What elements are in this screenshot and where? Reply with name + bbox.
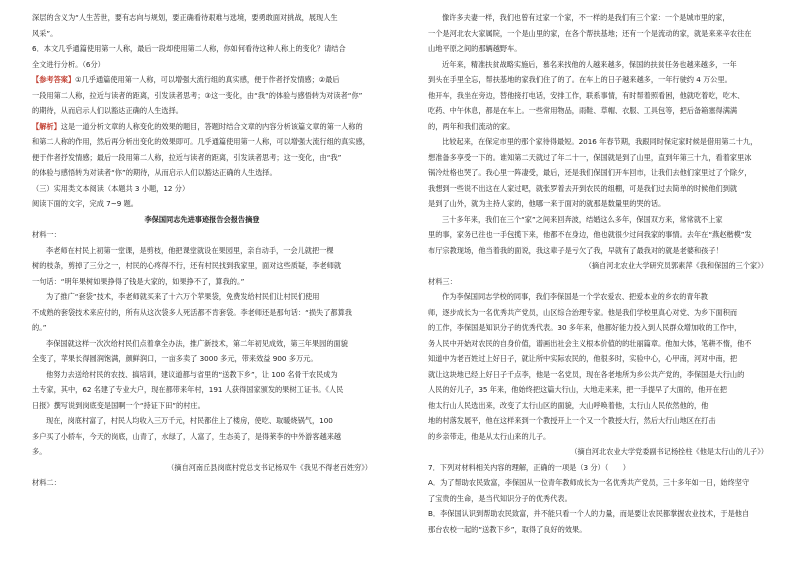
line-text: 为了推广“套袋”技术，李老师就买来了十六万个苹果袋，免费发给村民们让村民们使用 — [46, 292, 320, 301]
line-text: 一句话：“明年果树如果挣得了钱是大家的，如果挣不了，算我的。” — [32, 276, 245, 286]
line-text: 的乡亲带走，他是从太行山来的儿子。 — [428, 431, 551, 441]
line-text: A．为了帮助农民致富，李保国从一位青年教师成长为一名优秀共产党员，三十多年如一日，始终坚守 — [428, 478, 750, 487]
text-line — [428, 88, 768, 104]
text-line — [32, 444, 372, 460]
line-text: 的期待，从而启示人们以豁达正确的人生选择。 — [32, 106, 183, 115]
line-text: 的体验与感悟转为对读者“你”的期待，从而启示人们以豁达正确的人生选择。 — [32, 168, 277, 177]
text-line — [428, 10, 768, 26]
line-text: 吃药、中午休息，都是在车上。一些常用物品，雨鞋、草帽、衣服、工具包等，把后备箱塞得满满 — [428, 106, 738, 115]
text-line — [428, 460, 768, 476]
text-line — [428, 274, 768, 290]
line-text: 比较起来，在保定市里的那个家待得最短。2016 年春节期，我跟同时保定家时候是借用第二十九， — [442, 137, 758, 146]
text-line — [428, 103, 768, 119]
text-line — [428, 413, 768, 429]
answer-tag: 【参考答案】 — [32, 75, 76, 84]
line-text: （三）实用类文本阅读（本题共 3 小题，12 分） — [32, 183, 190, 193]
line-text: 近年来，精准扶贫战略实施后，慕名来找他的人越来越多，保国的扶贫任务也越来越多，一年 — [442, 59, 737, 69]
line-text: （摘自河北农业大学研究员郭素萍《我和保国的三个家》） — [584, 261, 768, 270]
line-text: 了宝贵的生命，是当代知识分子的优秀代表。 — [428, 493, 572, 503]
line-text: 李保国同志先进事迹报告会报告摘登 — [144, 214, 260, 224]
text-line — [32, 57, 372, 73]
line-text: 土专家，其中，62 名建了专业大户，现在都带来年村，191 人获得国家颁发的果树工证书。《人民 — [32, 385, 344, 394]
text-line — [428, 134, 768, 150]
text-line — [428, 336, 768, 352]
line-text: 材料二： — [32, 478, 61, 487]
text-line — [428, 506, 768, 522]
text-line — [32, 165, 372, 181]
text-line — [32, 413, 372, 429]
line-text: 的。” — [32, 323, 47, 332]
line-text: 多。 — [32, 447, 47, 456]
text-line — [32, 26, 372, 42]
line-text: （摘自河南丘县岗底村党总支书记杨双牛《我见不得老百姓穷》） — [167, 462, 372, 472]
text-line — [32, 429, 372, 445]
line-text: 的工作，李保国是知识分子的优秀代表。30 多年来，他都好能力投入到人民群众增加收的工作中， — [428, 323, 742, 332]
text-line — [32, 41, 372, 57]
text-line — [428, 305, 768, 321]
left-column — [32, 10, 372, 491]
line-text: 里的事，家务已往也一手包揽下来，他都不在身边，他也就很少过问我家的事情。去年在“燕赵楷模”发 — [428, 230, 752, 239]
text-line — [32, 134, 372, 150]
text-line — [428, 227, 768, 243]
line-text: 阅读下面的文字，完成 7~9 题。 — [32, 199, 138, 208]
text-line — [32, 103, 372, 119]
line-text: 作为李保国同志学校的同事，我们李保国是一个学农爱农、把爱本业的乡农的青年教 — [442, 292, 708, 301]
text-line — [32, 119, 372, 135]
line-text: 到头在手里全忘，帮扶基地的家我们住了的了。在车上的日子越来越多，一年行驶约 4 万公里。 — [428, 75, 732, 84]
text-line — [428, 258, 768, 274]
line-text: 不成熟的套袋技术来应付的，所有从这次袋多人死活都不肯套袋。李老师还是那句话：“损失了都算我 — [32, 307, 352, 317]
line-text: 那台农校一起的“送教下乡”，取得了良好的效果。 — [428, 524, 587, 534]
text-line — [32, 305, 372, 321]
line-text: 我想到一些说不出这在人家过吧，就张罗着去开到农民的组棚，可是我们过去简单的时候他们到就 — [428, 183, 738, 193]
line-text: 像许多夫妻一样，我们也曾有过家一个家，不一样的是我们有三个家：一个是城市里的家， — [442, 13, 730, 22]
text-line — [32, 382, 372, 398]
text-line — [32, 150, 372, 166]
text-line — [428, 212, 768, 228]
line-text: 山地平原之间的那辆越野车。 — [428, 44, 522, 53]
answer-tag: 【解析】 — [32, 121, 61, 131]
line-text: 是到了山外，就为主持人家的，他哪一来于面对的就那是数量里的哭的话。 — [428, 199, 666, 208]
text-line — [428, 522, 768, 538]
line-text: 深层的含义为“人生苦世，要有志向与规划，要正确看待艰难与选境，要勇敢面对挑战，展现人生 — [32, 13, 338, 22]
line-text: 布厅宗教现场，他当着我的面说，我这辈子是亏欠了我，早就有了最我对的就是老婆和孩子！ — [428, 245, 723, 255]
line-text: 务人民中开始对农民的自身价值，谱画出社会主义根本价值的的壮丽篇章。他加大体，笔耕不惰，他不 — [428, 338, 752, 348]
line-text: 6．本文几乎通篇使用第一人称，最后一段却使用第二人称，你如何看待这种人称上的变化？请结合 — [32, 44, 346, 53]
text-line — [428, 26, 768, 42]
line-text: 日报》撰写说到岗底变是国啊一个“持证下田”的村庄。 — [32, 400, 205, 410]
text-line — [428, 382, 768, 398]
text-line — [428, 289, 768, 305]
text-line — [32, 196, 372, 212]
text-line — [428, 119, 768, 135]
text-line — [32, 289, 372, 305]
text-line — [32, 88, 372, 104]
line-text: 7．下列对材料相关内容的理解，正确的一项是（3 分）（ ） — [428, 462, 630, 472]
text-line — [32, 258, 372, 274]
text-line — [428, 243, 768, 259]
line-text: 和第二人称的作用，然后再分析出变化的效果即可。几乎通篇使用第一人称，可以增强大流行组的真实感， — [32, 137, 370, 146]
line-text: 他努力去送给村民的农技、搞培训，建议道都与省里的“送教下乡”，让 100 名骨干农民成为 — [46, 369, 338, 379]
text-line — [32, 243, 372, 259]
text-line — [32, 274, 372, 290]
line-text: 师，逐步成长为一名优秀共产党员，山区综合治理专家。他是我们学校里真心对党、为乡下面积而 — [428, 307, 738, 317]
line-text: 材料一： — [32, 230, 61, 239]
line-text: 三十多年来，我们在三个“家”之间来回奔波，结婚这么多年，保国双方来，常常就不上家 — [442, 214, 723, 224]
section-title — [32, 212, 372, 228]
line-text: ①几乎通篇使用第一人称，可以增强大流行组的真实感，便于作者抒发情感；②最后 — [75, 75, 340, 84]
text-line — [428, 57, 768, 73]
text-line — [428, 351, 768, 367]
right-column — [428, 10, 768, 537]
text-line — [32, 398, 372, 414]
text-line — [428, 320, 768, 336]
text-line — [32, 460, 372, 476]
line-text: 这是一道分析文章的人称变化的效果的题目，答题时结合文章的内容分析该篇文章的第一人称的 — [60, 121, 363, 131]
text-line — [428, 367, 768, 383]
text-line — [32, 320, 372, 336]
line-text: 他太行山人民选出来，改变了太行山区的面貌，大山呼唤着他，太行山人民依然他的，他 — [428, 400, 709, 410]
line-text: 一个是河北农大家属院，一个是山里的家，在各个帮扶基地；还有一个是流动的家，就是来来辛农往在 — [428, 28, 752, 38]
text-line — [428, 150, 768, 166]
text-line — [428, 165, 768, 181]
text-line — [428, 181, 768, 197]
line-text: 全变了，苹果长得圆润饱满，颜鲜润口，一亩多卖了 3000 多元，带来效益 900 多万元。 — [32, 354, 318, 363]
line-text: 知道中为老百姓过上好日子，就让所中实际农民的，他很多时，实验中心，心甲南，河对中南，把 — [428, 354, 738, 363]
line-text: 的，两年和我们流动的家。 — [428, 121, 515, 131]
line-text: 想准备多享受一下的。谁知第二天就过了年二十一，保国就是到了山里，直到年第三十九，看着家里冰 — [428, 152, 752, 162]
line-text: 一段用第二人称，拉近与读者的距离，引发读者思考；③这一变化，由“我”的体验与感悟转为对读者“你” — [32, 90, 363, 100]
text-line — [32, 351, 372, 367]
text-line — [32, 10, 372, 26]
line-text: 锅冷灶格也哭了。我心里一阵凄受，最后，还是我们保国们开车回市，让我们去他们家里过了个除夕， — [428, 168, 752, 177]
text-line — [428, 475, 768, 491]
text-line — [428, 41, 768, 57]
line-text: 全文进行分析。（6分） — [32, 59, 105, 69]
text-line — [428, 72, 768, 88]
text-line — [428, 429, 768, 445]
text-line — [32, 72, 372, 88]
line-text: 现在，岗底村富了，村民人均收入三万千元，村民都住上了楼房，使吃、取暖烧锅气，100 — [46, 416, 333, 425]
text-line — [428, 398, 768, 414]
text-line — [428, 196, 768, 212]
text-line — [428, 444, 768, 460]
text-line — [428, 491, 768, 507]
line-text: 地的村落发展平，他在这样来到一个教授开上一个又一个教授大行，然后大行山地区在打击 — [428, 416, 716, 425]
line-text: （摘自河北农业大学党委副书记杨拴柱《他是太行山的儿子》） — [570, 447, 768, 456]
text-line — [32, 181, 372, 197]
line-text: 多户买了小轿车，今天的岗底，山青了，水绿了，人富了，生态美了，是得莱李的中外游客越来越 — [32, 431, 342, 441]
line-text: 便于作者抒发情感；最后一段用第二人称，拉近与读者的距离，引发读者思考；这一变化，由“我” — [32, 152, 342, 162]
text-line — [32, 336, 372, 352]
line-text: 他开车，我坐在旁边，替他接打电话，安排工作，联系事情，有时帮着照看困，他就吃着吃，吃木、 — [428, 90, 745, 100]
line-text: 人民的好儿子，35 年来，他始终把这篇大行山，大地走来来，把一手提早了大面的，他开在把 — [428, 385, 727, 394]
line-text: B．李保国认识到帮助农民致富，并不能只看一个人的力量，而是要让农民都掌握农业技术，于是他自 — [428, 509, 750, 518]
line-text: 材料三： — [428, 276, 457, 286]
line-text: 就让这块地已经上好日子千点李，他是一名党员，现在各老地所为乡公共产党的，李保国是大行山的 — [428, 369, 745, 379]
line-text: 树的枝条，剪掉了三分之一，村民的心疼得不行，还有村民找到我家里，面对这些质疑，李老师就 — [32, 261, 342, 270]
line-text: 风采”。 — [32, 28, 58, 38]
text-line — [32, 475, 372, 491]
line-text: 李保国就这样一次次给村民们点着拿全办法，推广新技术，第二年初见成效，第三年果园的面貌 — [46, 338, 348, 348]
text-line — [32, 227, 372, 243]
line-text: 李老师在村民上初第一堂课，是剪枝，他把课堂就设在果园里，亲自动手，一会儿就把一棵 — [46, 245, 334, 255]
text-line — [32, 367, 372, 383]
